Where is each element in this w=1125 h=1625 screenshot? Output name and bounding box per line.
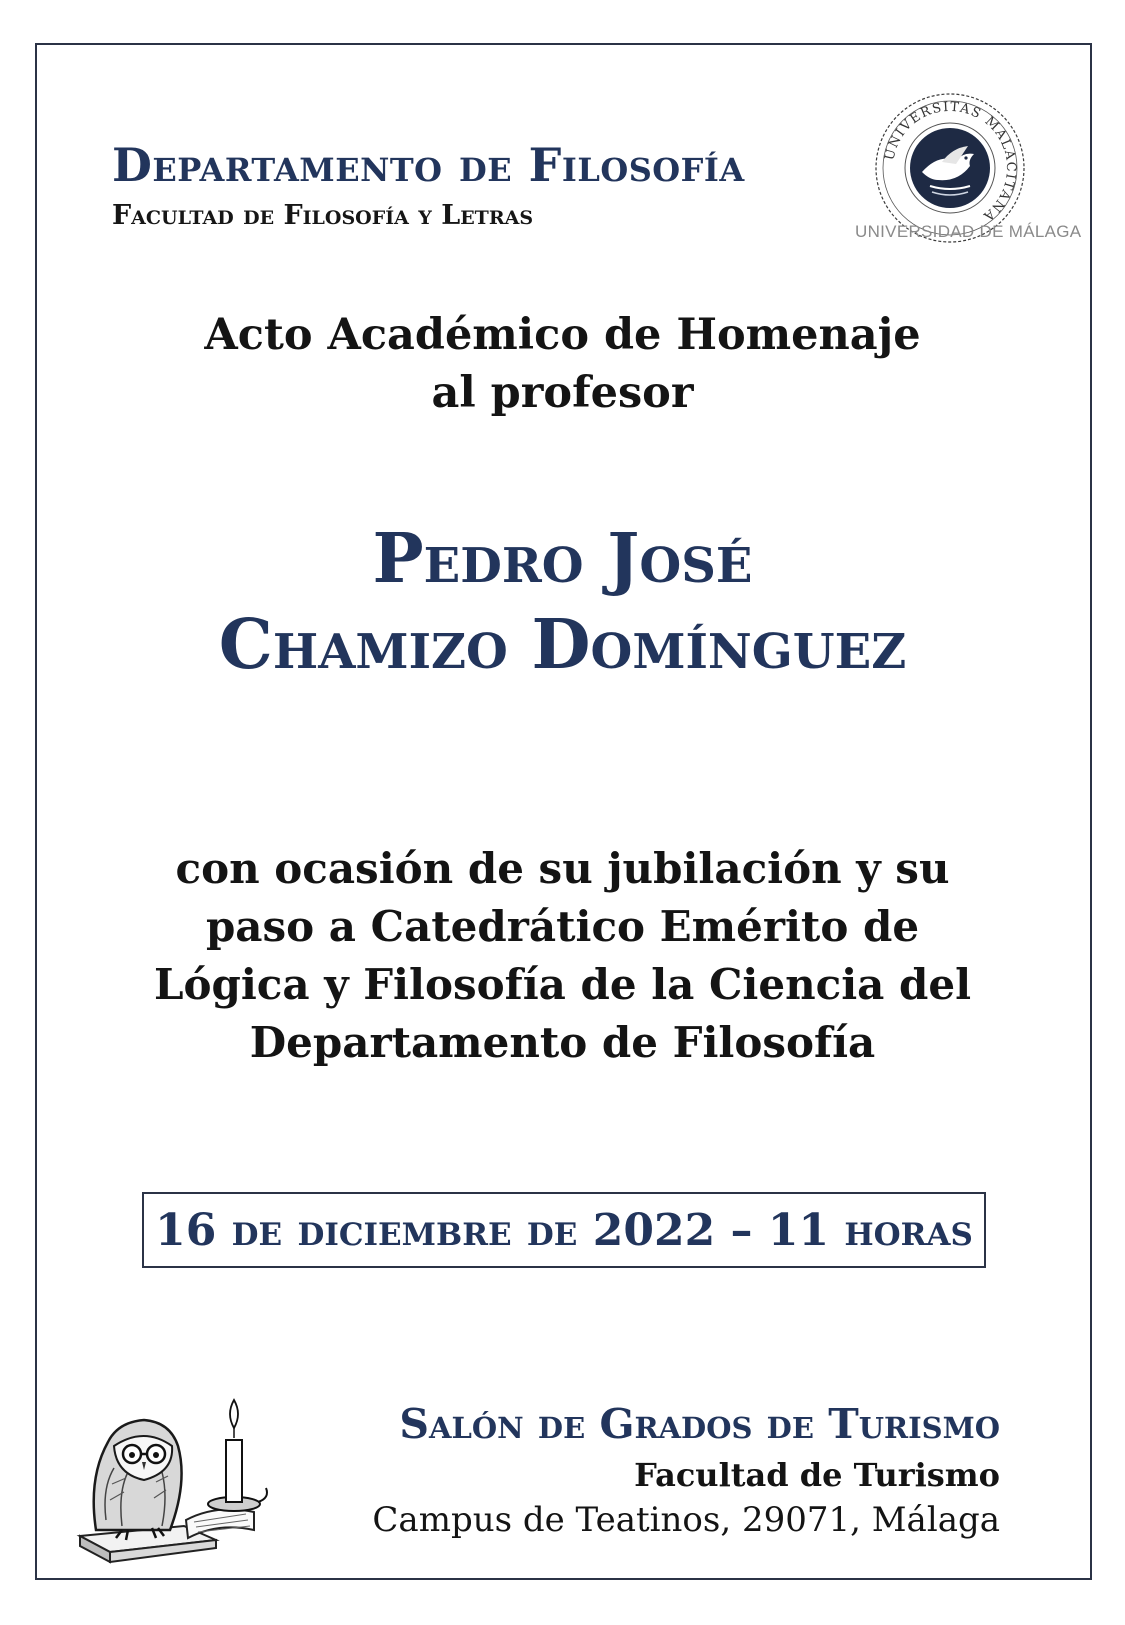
honoree-name-line: Pedro José — [372, 519, 753, 599]
occasion-line: Lógica y Filosofía de la Ciencia del — [153, 960, 972, 1009]
event-datetime: 16 de diciembre de 2022 – 11 horas — [142, 1192, 986, 1268]
owl-candle-book-icon — [66, 1380, 281, 1565]
event-title — [0, 306, 1125, 422]
venue-name: Salón de Grados de Turismo — [399, 1400, 1000, 1448]
seal-text: UNIVERSITAS MALACITANA — [882, 99, 1019, 225]
faculty-subtitle: Facultad de Filosofía y Letras — [112, 200, 534, 231]
occasion-line: paso a Catedrático Emérito de — [205, 902, 920, 951]
occasion-line: con ocasión de su jubilación y su — [175, 844, 950, 893]
honoree-name — [0, 516, 1125, 688]
venue-faculty: Facultad de Turismo — [634, 1456, 1000, 1494]
event-title-line: al profesor — [431, 368, 694, 418]
university-name: UNIVERSIDAD DE MÁLAGA — [855, 222, 1082, 241]
venue-address: Campus de Teatinos, 29071, Málaga — [372, 1500, 1000, 1540]
poster-frame — [35, 43, 1092, 1580]
occasion-line: Departamento de Filosofía — [249, 1018, 876, 1067]
department-title: Departamento de Filosofía — [112, 138, 745, 192]
occasion-text — [0, 840, 1125, 1072]
honoree-name-line: Chamizo Domínguez — [218, 605, 907, 685]
event-title-line: Acto Académico de Homenaje — [204, 310, 921, 360]
